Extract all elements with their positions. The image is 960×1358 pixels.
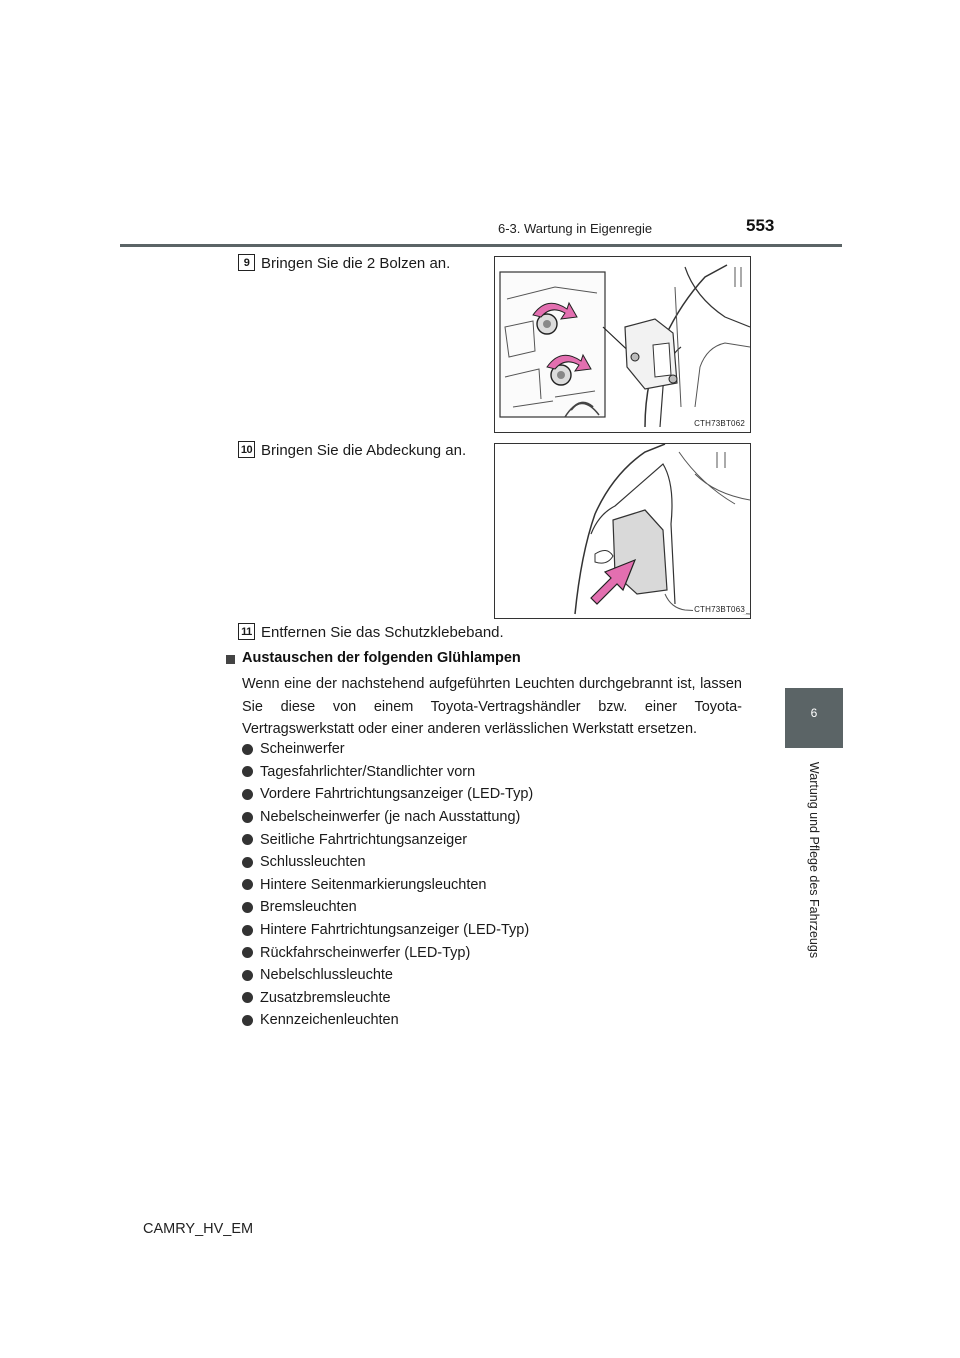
bullet-icon — [242, 857, 253, 868]
list-item: Seitliche Fahrtrichtungsanzeiger — [242, 828, 533, 851]
bulb-list — [242, 738, 533, 1032]
chapter-title: Wartung und Pflege des Fahrzeugs — [807, 761, 821, 959]
bullet-icon — [242, 1015, 253, 1026]
install-cover-illustration — [495, 444, 750, 618]
list-item: Kennzeichenleuchten — [242, 1009, 533, 1032]
list-item: Rückfahrscheinwerfer (LED-Typ) — [242, 941, 533, 964]
step-10-text: Bringen Sie die Abdeckung an. — [261, 442, 467, 459]
figure-code: CTH73BT062 — [694, 419, 745, 428]
bullet-icon — [242, 879, 253, 890]
list-item: Bremsleuchten — [242, 896, 533, 919]
bullet-icon — [242, 744, 253, 755]
step-number-11: 11 — [238, 623, 255, 640]
list-item: Nebelscheinwerfer (je nach Ausstattung) — [242, 806, 533, 829]
list-item: Nebelschlussleuchte — [242, 964, 533, 987]
step-11-text: Entfernen Sie das Schutzklebeband. — [261, 624, 504, 641]
list-item: Tagesfahrlichter/Standlichter vorn — [242, 761, 533, 784]
chapter-tab — [785, 688, 843, 748]
bullet-icon — [242, 970, 253, 981]
section-header: 6-3. Wartung in Eigenregie — [498, 221, 653, 236]
step-number-10: 10 — [238, 441, 255, 458]
section-heading: Austauschen der folgenden Glühlampen — [242, 650, 521, 666]
step-9-text: Bringen Sie die 2 Bolzen an. — [261, 255, 451, 272]
list-item: Scheinwerfer — [242, 738, 533, 761]
install-bolts-illustration — [495, 257, 750, 432]
list-item: Vordere Fahrtrichtungsanzeiger (LED-Typ) — [242, 783, 533, 806]
bullet-icon — [242, 925, 253, 936]
header-rule — [120, 244, 842, 247]
section-heading-marker — [226, 655, 235, 664]
bullet-icon — [242, 947, 253, 958]
figure-code: CTH73BT063 — [694, 605, 745, 614]
footer-code: CAMRY_HV_EM — [143, 1221, 254, 1237]
list-item: Hintere Seitenmarkierungsleuchten — [242, 874, 533, 897]
chapter-number: 6 — [810, 706, 818, 720]
bullet-icon — [242, 812, 253, 823]
bullet-icon — [242, 902, 253, 913]
step-number-9: 9 — [238, 254, 255, 271]
list-item: Schlussleuchten — [242, 851, 533, 874]
figure-install-bolts — [494, 256, 751, 433]
bullet-icon — [242, 789, 253, 800]
bullet-icon — [242, 766, 253, 777]
bullet-icon — [242, 992, 253, 1003]
figure-install-cover — [494, 443, 751, 619]
section-paragraph: Wenn eine der nachstehend aufgeführten Leuchten durchgebrannt ist, lassen Sie diese von einem Toyota-Vertragshändler bzw. einer Toyota-Vertragswerkstatt oder einer anderen verlässlichen Werkstatt ersetzen. — [242, 676, 742, 737]
bullet-icon — [242, 834, 253, 845]
list-item: Hintere Fahrtrichtungsanzeiger (LED-Typ) — [242, 919, 533, 942]
page-number: 553 — [746, 216, 775, 235]
list-item: Zusatzbremsleuchte — [242, 987, 533, 1010]
